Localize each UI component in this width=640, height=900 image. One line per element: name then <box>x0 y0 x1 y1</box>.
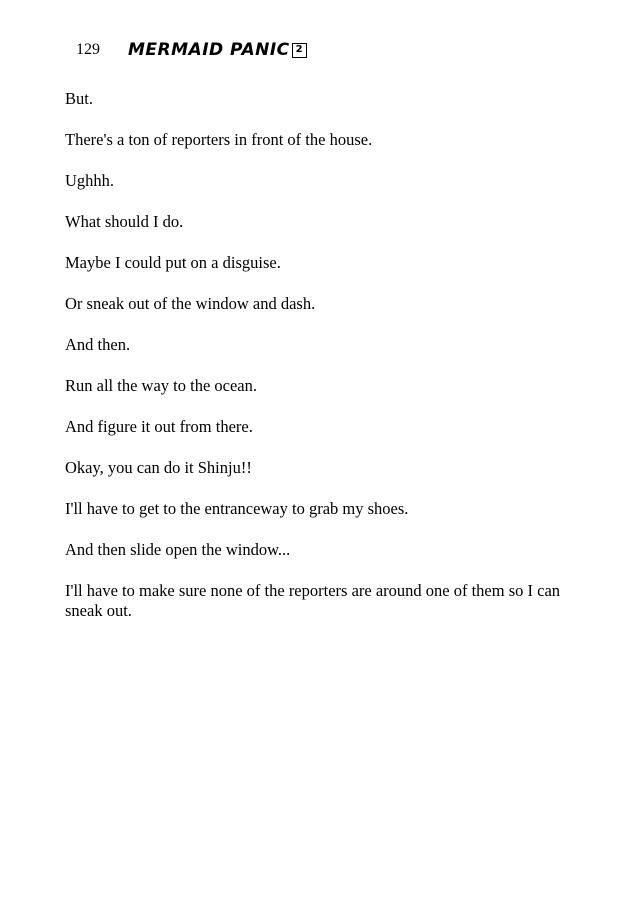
paragraph: But. <box>65 89 93 108</box>
paragraph: What should I do. <box>65 212 184 231</box>
page-body <box>65 89 585 642</box>
paragraph: There's a ton of reporters in front of the house. <box>65 130 373 149</box>
book-title: MERMAID PANIC <box>128 40 290 60</box>
paragraph: Okay, you can do it Shinju!! <box>65 458 252 477</box>
paragraph: I'll have to make sure none of the reporters are around one of them so I can sneak out. <box>65 581 561 620</box>
paragraph: Maybe I could put on a disguise. <box>65 253 281 272</box>
paragraph: Or sneak out of the window and dash. <box>65 294 316 313</box>
paragraph: Run all the way to the ocean. <box>65 376 257 395</box>
paragraph: And figure it out from there. <box>65 417 253 436</box>
page-number: 129 <box>76 41 100 58</box>
paragraph: I'll have to get to the entranceway to grab my shoes. <box>65 499 409 518</box>
paragraph: And then. <box>65 335 131 354</box>
paragraph: And then slide open the window... <box>65 540 291 559</box>
volume-badge: 2 <box>292 43 307 58</box>
paragraph: Ughhh. <box>65 171 115 190</box>
page-header <box>76 38 307 62</box>
